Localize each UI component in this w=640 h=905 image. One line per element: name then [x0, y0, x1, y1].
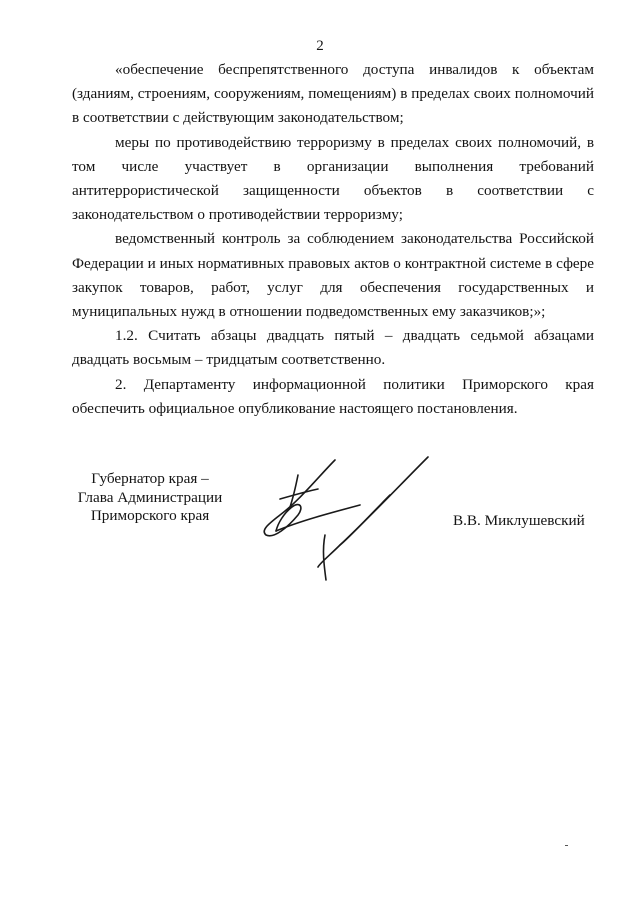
paragraph-publication: 2. Департаменту информационной политики Приморского края обеспечить официальное опубликование настоящего постановления.	[72, 375, 594, 417]
paragraph-anti-terrorism: меры по противодействию терроризму в пределах своих полномочий, в том числе участвует в организации выполнения требований антитеррористической защищенности объектов в соответствии с законодательством о противодействии терроризму;	[72, 133, 594, 224]
signatory-title	[70, 470, 230, 526]
scan-mark	[565, 845, 568, 846]
signatory-title-line: Глава Администрации	[77, 488, 223, 506]
signatory-title-line: Губернатор края –	[91, 470, 209, 487]
document-body	[72, 58, 594, 421]
paragraph-procurement-control: ведомственный контроль за соблюдением законодательства Российской Федерации и иных нормативных правовых актов о контрактной системе в сфере закупок товаров, работ, услуг для обеспечения государственных и муниципальных нужд в отношении подведомственных ему заказчиков;»;	[72, 230, 594, 321]
paragraph-renumbering: 1.2. Считать абзацы двадцать пятый – двадцать седьмой абзацами двадцать восьмым – тридцатым соответственно.	[72, 327, 594, 369]
page-number: 2	[316, 38, 324, 54]
paragraph-accessibility: «обеспечение беспрепятственного доступа инвалидов к объектам (зданиям, строениям, сооружениям, помещениям) в пределах своих полномочий в соответствии с действующим законодательством;	[72, 61, 594, 127]
signatory-name: В.В. Миклушевский	[453, 512, 585, 529]
signatory-title-line: Приморского края	[90, 507, 210, 524]
signature-block	[0, 470, 640, 600]
handwritten-signature	[240, 455, 440, 585]
